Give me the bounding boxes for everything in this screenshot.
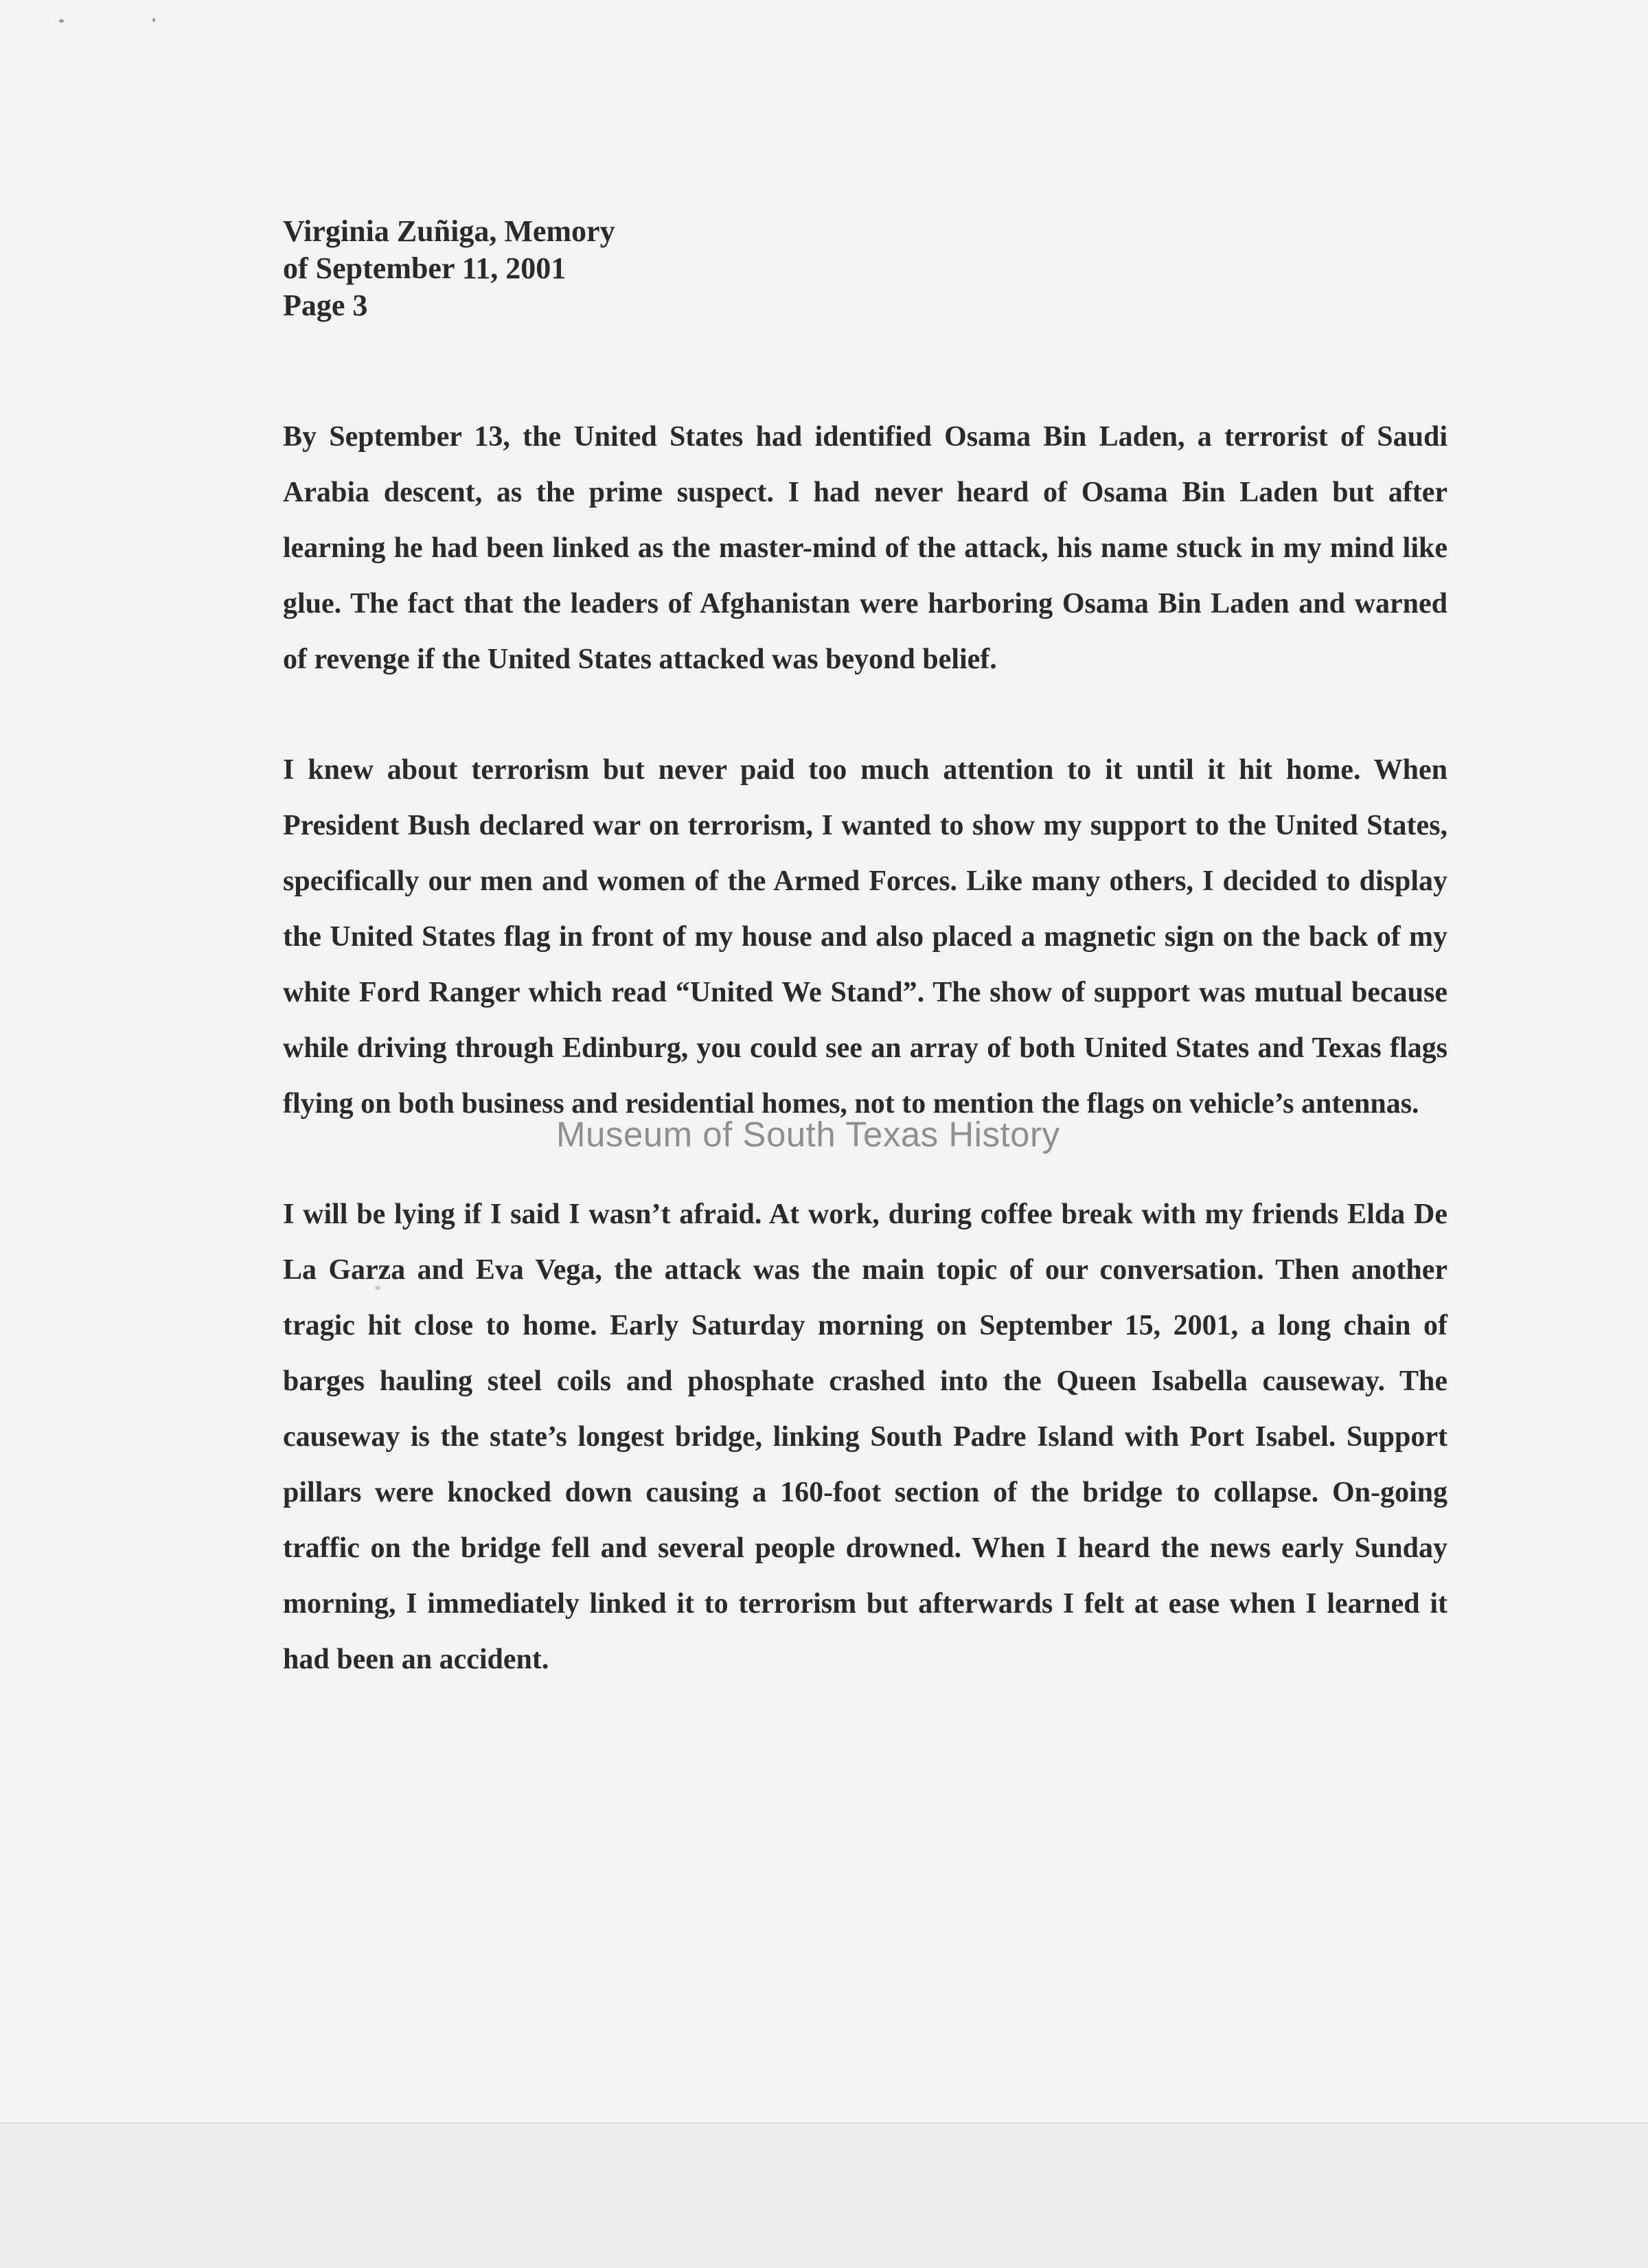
header-author-title: Virginia Zuñiga, Memory — [283, 214, 615, 248]
paragraph-1: By September 13, the United States had identified Osama Bin Laden, a terrorist of Saudi Arabia descent, as the prime suspect. I had never heard of Osama Bin Laden but after learning he had been linked as the master-mind of the attack, his name stuck in my mind like glue. The fact that the leaders of Afghanistan were harboring Osama Bin Laden and warned of revenge if the United States attacked was beyond belief. — [283, 421, 1447, 675]
paragraph-3: I will be lying if I said I wasn’t afraid. At work, during coffee break with my friends Elda De La Garza and Eva Vega, the attack was the main topic of our conversation. Then another tragic hit close to home. Early Saturday morning on September 15, 2001, a long chain of barges hauling steel coils and phosphate crashed into the Queen Isabella causeway. The causeway is the state’s longest bridge, linking South Padre Island with Port Isabel. Support pillars were knocked down causing a 160-foot section of the bridge to collapse. On-going traffic on the bridge fell and several people drowned. When I heard the news early Sunday morning, I immediately linked it to terrorism but afterwards I felt at ease when I learned it had been an accident. — [283, 1199, 1447, 1675]
scan-speck — [59, 19, 64, 23]
header-page-number: Page 3 — [283, 288, 368, 322]
document-header — [283, 213, 1447, 324]
paragraph-2: I knew about terrorism but never paid too much attention to it until it hit home. When President Bush declared war on terrorism, I wanted to show my support to the United States, specifically our men and women of the Armed Forces. Like many others, I decided to display the United States flag in front of my house and also placed a magnetic sign on the back of my white Ford Ranger which read “United We Stand”. The show of support was mutual because while driving through Edinburg, you could see an array of both United States and Texas flags flying on both business and residential homes, not to mention the flags on vehicle’s antennas. — [283, 754, 1447, 1120]
museum-watermark: Museum of South Texas History — [556, 1115, 1060, 1154]
document-body — [283, 213, 1447, 1743]
scan-background — [0, 2124, 1648, 2268]
header-subject: of September 11, 2001 — [283, 251, 566, 285]
scan-speck — [152, 18, 155, 22]
